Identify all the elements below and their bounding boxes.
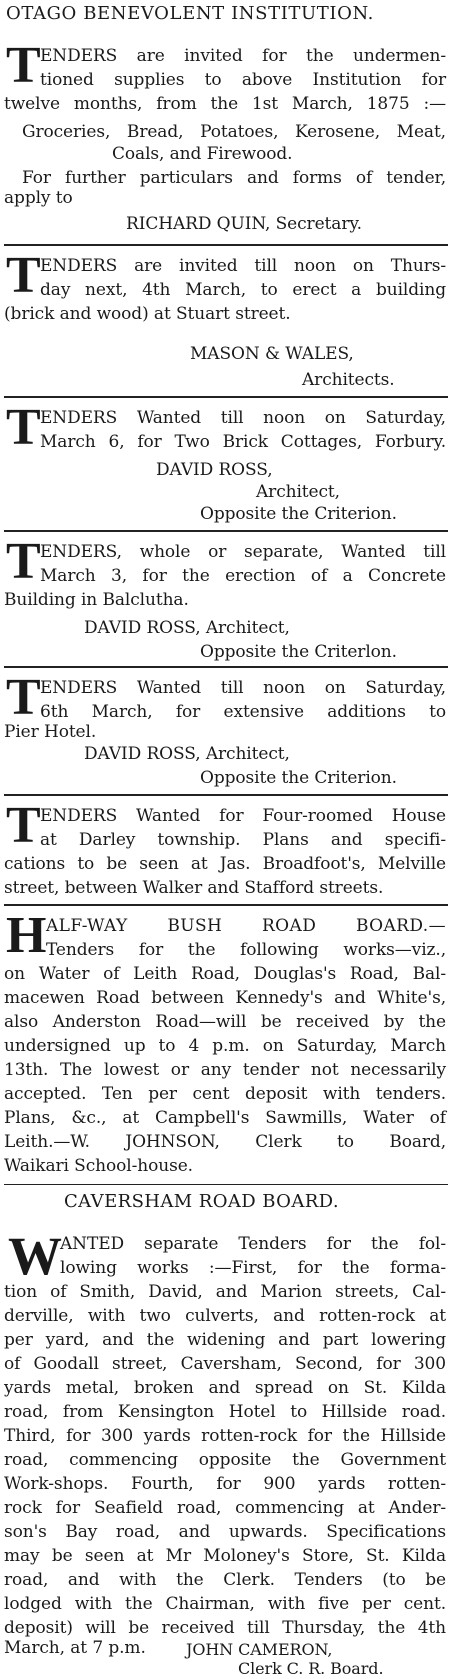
signature: JOHN CAMERON,: [186, 1640, 333, 1659]
text-line: lowing works :—First, for the forma-: [60, 1258, 446, 1278]
text-line: may be seen at Mr Moloney's Store, St. Kilda: [4, 1546, 446, 1566]
text-line: ENDERS Wanted till noon on Saturday,: [40, 678, 446, 698]
divider: [4, 530, 448, 532]
text-line: road, from Kensington Hotel to Hillside road.: [4, 1402, 446, 1422]
text-line: son's Bay road, and upwards. Specifications: [4, 1522, 446, 1542]
text-line: on Water of Leith Road, Douglas's Road, Bal-: [4, 964, 446, 984]
text-line: twelve months, from the 1st March, 1875 :—: [4, 94, 446, 114]
signature: DAVID ROSS, Architect,: [84, 618, 290, 638]
drop-cap: T: [6, 247, 41, 304]
text-line: deposit) will be received till Thursday, the 4th: [4, 1618, 446, 1638]
text-line: For further particulars and forms of tender,: [22, 168, 446, 188]
text-line: Groceries, Bread, Potatoes, Kerosene, Meat,: [22, 122, 446, 142]
ad-heading: CAVERSHAM ROAD BOARD.: [64, 1191, 339, 1212]
text-line: also Anderston Road—will be received by the: [4, 1012, 446, 1032]
signature-address: Opposite the Criterion.: [200, 504, 397, 524]
text-line: cations to be seen at Jas. Broadfoot's, Melville: [4, 854, 446, 874]
text-line: Tenders for the following works—viz.,: [46, 940, 446, 960]
text-line: March 3, for the erection of a Concrete: [40, 566, 446, 586]
divider: [4, 1184, 448, 1185]
text-line: Third, for 300 yards rotten-rock for the Hillside: [4, 1426, 446, 1446]
signature: DAVID ROSS,: [156, 460, 273, 480]
text-line: ENDERS Wanted for Four-roomed House: [40, 806, 446, 826]
text-line: tion of Smith, David, and Marion streets, Cal-: [4, 1282, 446, 1302]
text-line: lodged with the Chairman, with five per cent.: [4, 1594, 446, 1614]
text-line: per yard, and the widening and part lowering: [4, 1330, 446, 1350]
text-line: Coals, and Firewood.: [112, 144, 293, 164]
divider: [4, 244, 448, 246]
drop-cap: W: [8, 1226, 62, 1286]
text-line: 13th. The lowest or any tender not necessarily: [4, 1060, 446, 1080]
signature-title: Clerk C. R. Board.: [238, 1659, 384, 1678]
text-line: March 6, for Two Brick Cottages, Forbury.: [40, 432, 446, 452]
text-line: yards metal, broken and spread on St. Kilda: [4, 1378, 446, 1398]
text-line: of Goodall street, Caversham, Second, for 300: [4, 1354, 446, 1374]
signature: DAVID ROSS, Architect,: [84, 744, 290, 764]
text-line: (brick and wood) at Stuart street.: [4, 304, 291, 324]
text-line: ALF-WAY BUSH ROAD BOARD.—: [46, 916, 446, 936]
text-line: ENDERS Wanted till noon on Saturday,: [40, 408, 446, 428]
text-line: 6th March, for extensive additions to: [40, 702, 446, 722]
text-line: macewen Road between Kennedy's and White's,: [4, 988, 446, 1008]
text-line: Waikari School-house.: [4, 1156, 193, 1176]
signature: MASON & WALES,: [190, 344, 354, 364]
text-line: at Darley township. Plans and specifi-: [40, 830, 446, 850]
signature-address: Opposite the Criterion.: [200, 768, 397, 788]
signature: RICHARD QUIN, Secretary.: [126, 214, 362, 234]
text-line: March, at 7 p.m.: [4, 1638, 146, 1658]
text-line: ANTED separate Tenders for the fol-: [60, 1234, 446, 1254]
text-line: tioned supplies to above Institution for: [40, 70, 446, 90]
text-line: ENDERS, whole or separate, Wanted till: [40, 542, 446, 562]
signature-title: Architects.: [302, 370, 395, 390]
drop-cap: T: [6, 399, 41, 456]
divider: [4, 794, 448, 796]
text-line: Plans, &c., at Campbell's Sawmills, Water of: [4, 1108, 446, 1128]
text-line: Pier Hotel.: [4, 722, 97, 742]
text-line: ENDERS are invited till noon on Thurs-: [40, 256, 446, 276]
drop-cap: H: [6, 907, 47, 964]
text-line: road, and with the Clerk. Tenders (to be: [4, 1570, 446, 1590]
drop-cap: T: [6, 797, 41, 854]
text-line: derville, with two culverts, and rotten-rock at: [4, 1306, 446, 1326]
drop-cap: T: [6, 37, 41, 94]
drop-cap: T: [6, 669, 41, 726]
text-line: undersigned up to 4 p.m. on Saturday, March: [4, 1036, 446, 1056]
text-line: Leith.—W. JOHNSON, Clerk to Board,: [4, 1132, 446, 1152]
text-line: road, commencing opposite the Government: [4, 1450, 446, 1470]
signature-address: Opposite the Criterlon.: [200, 642, 397, 662]
text-line: rock for Seafield road, commencing at Ander-: [4, 1498, 446, 1518]
text-line: Work-shops. Fourth, for 900 yards rotten-: [4, 1474, 446, 1494]
drop-cap: T: [6, 533, 41, 590]
text-line: ENDERS are invited for the undermen-: [40, 46, 446, 66]
text-line: Building in Balclutha.: [4, 590, 189, 610]
text-line: apply to: [4, 188, 73, 208]
divider: [4, 396, 448, 398]
text-line: day next, 4th March, to erect a building: [40, 280, 446, 300]
text-line: street, between Walker and Stafford streets.: [4, 878, 384, 898]
divider: [4, 666, 448, 668]
signature-title: Architect,: [256, 482, 340, 502]
ad-heading: OTAGO BENEVOLENT INSTITUTION.: [6, 3, 374, 24]
text-line: accepted. Ten per cent deposit with tenders.: [4, 1084, 446, 1104]
divider: [4, 904, 448, 906]
